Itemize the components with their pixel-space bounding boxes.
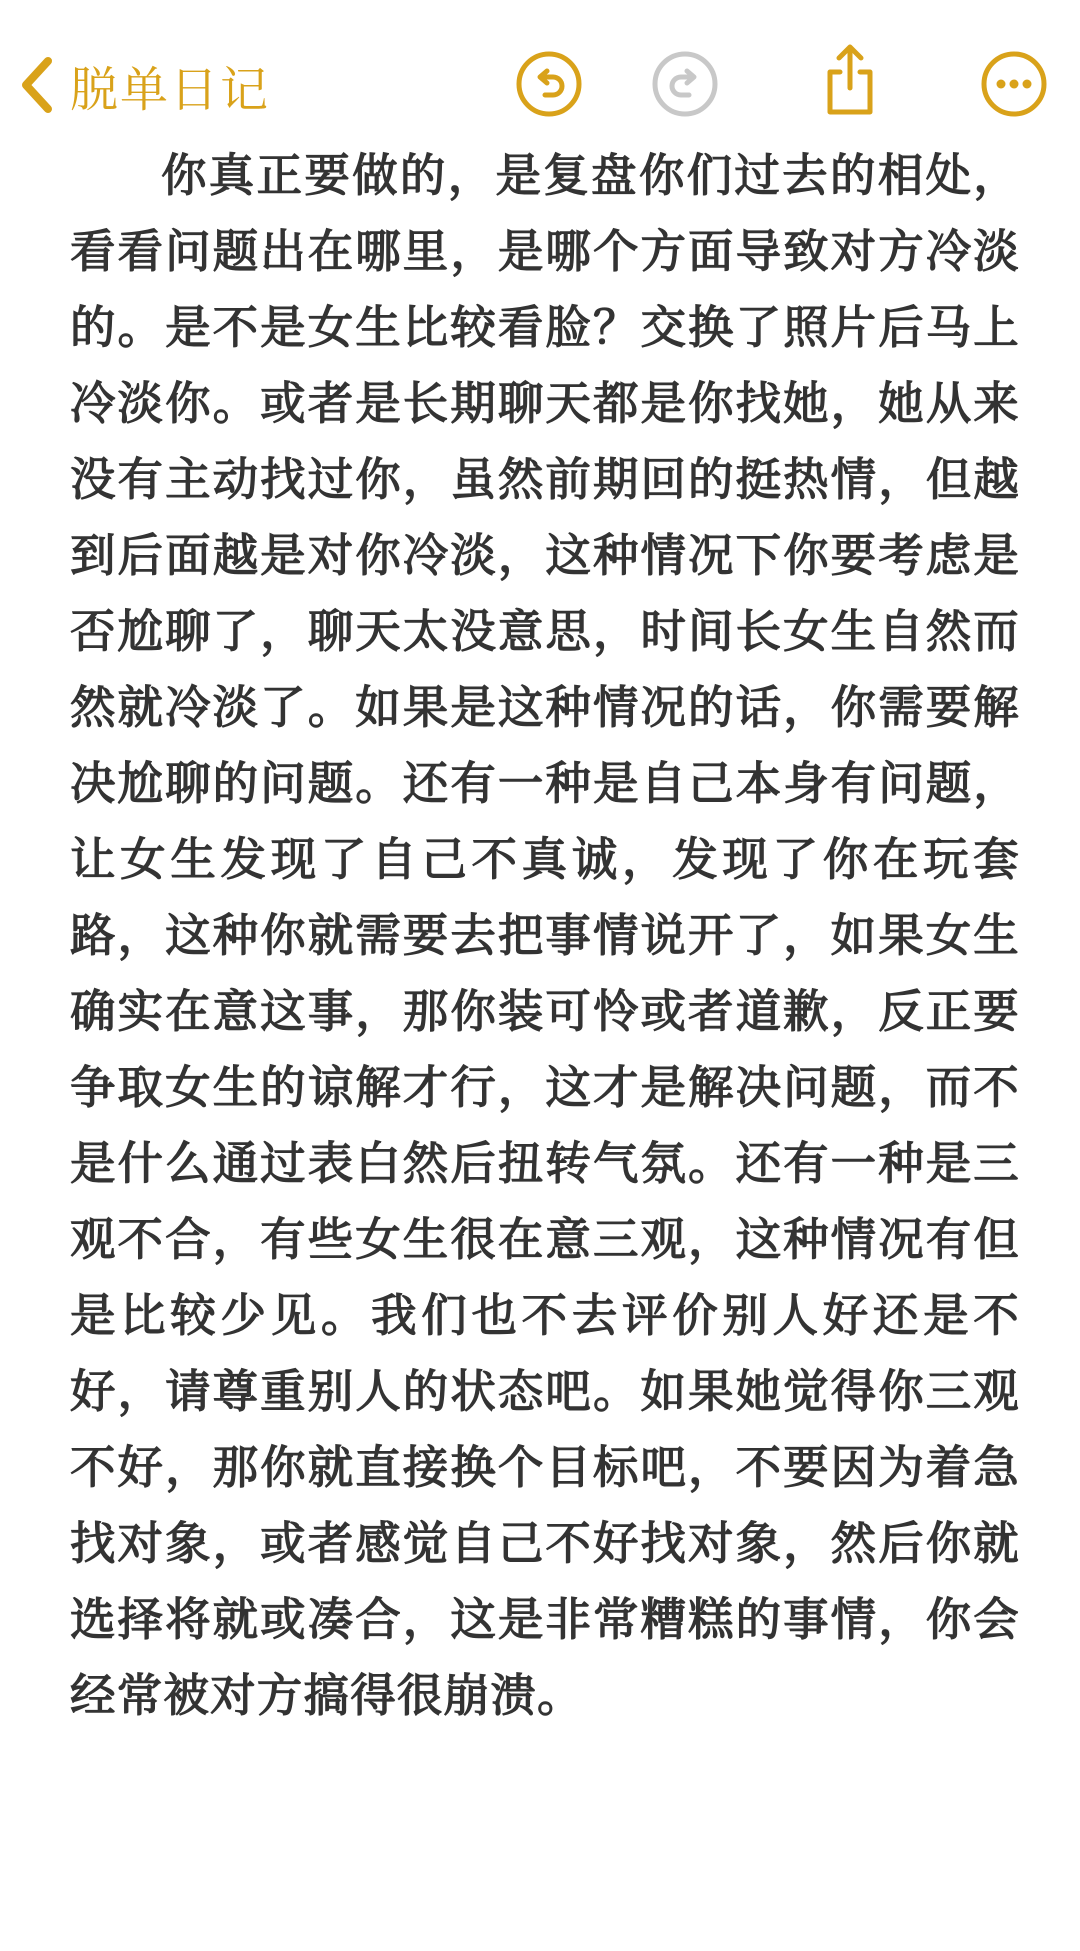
share-button[interactable] <box>816 42 884 110</box>
undo-icon <box>515 50 583 118</box>
back-button[interactable] <box>20 40 270 130</box>
redo-button[interactable] <box>651 50 719 118</box>
back-label: 脱单日记 <box>70 61 271 118</box>
redo-icon <box>651 50 719 118</box>
chevron-left-icon <box>20 55 54 115</box>
share-icon <box>816 42 884 118</box>
more-button[interactable] <box>980 50 1048 118</box>
note-body-text[interactable]: 你真正要做的，是复盘你们过去的相处，看看问题出在哪里，是哪个方面导致对方冷淡的。是不是女生比较看脸？交换了照片后马上冷淡你。或者是长期聊天都是你找她，她从来没有主动找过你，虽然前期回的挺热情，但越到后面越是对你冷淡，这种情况下你要考虑是否尬聊了，聊天太没意思，时间长女生自然而然就冷淡了。如果是这种情况的话，你需要解决尬聊的问题。还有一种是自己本身有问题，让女生发现了自己不真诚，发现了你在玩套路，这种你就需要去把事情说开了，如果女生确实在意这事，那你装可怜或者道歉，反正要争取女生的谅解才行，这才是解决问题，而不是什么通过表白然后扭转气氛。还有一种是三观不合，有些女生很在意三观，这种情况有但是比较少见。我们也不去评价别人好还是不好，请尊重别人的状态吧。如果她觉得你三观不好，那你就直接换个目标吧，不要因为着急找对象，或者感觉自己不好找对象，然后你就选择将就或凑合，这是非常糟糕的事情，你会经常被对方搞得很崩溃。 <box>70 149 1020 1722</box>
undo-button[interactable] <box>515 50 583 118</box>
more-icon <box>980 50 1048 118</box>
navigation-bar <box>0 0 1080 150</box>
